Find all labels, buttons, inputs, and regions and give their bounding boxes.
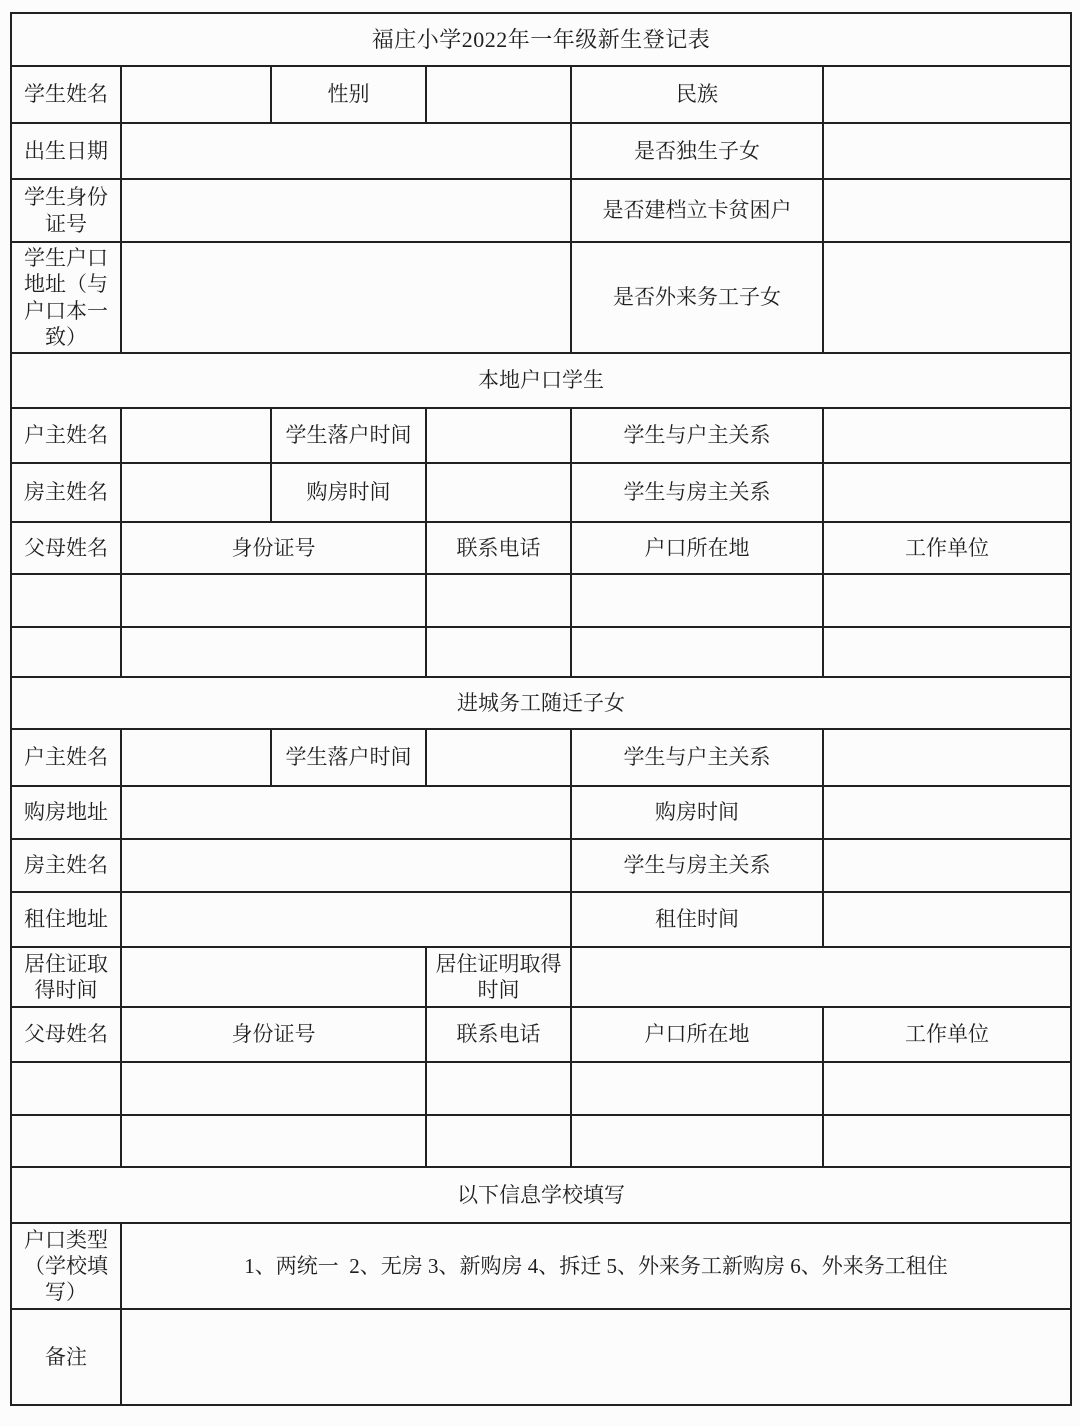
field-migrant-parent2-work (823, 1115, 1071, 1167)
form-title: 福庄小学2022年一年级新生登记表 (11, 13, 1071, 66)
field-migrant-parent1-work (823, 1062, 1071, 1115)
field-migrant-parent2-name (11, 1115, 121, 1167)
section-header-local: 本地户口学生 (11, 353, 1071, 408)
label-local-householder-relation: 学生与户主关系 (571, 408, 823, 463)
field-ethnicity (823, 66, 1071, 123)
header-local-parent-work: 工作单位 (823, 522, 1071, 574)
field-residence-permit-time (121, 947, 426, 1007)
field-residence-proof-time (571, 947, 1071, 1007)
label-migrant-settle-time: 学生落户时间 (271, 729, 426, 786)
field-local-parent1-id (121, 574, 426, 627)
field-student-name (121, 66, 271, 123)
label-purchase-address: 购房地址 (11, 786, 121, 839)
header-migrant-parent-phone: 联系电话 (426, 1007, 571, 1062)
label-only-child: 是否独生子女 (571, 123, 823, 179)
field-local-householder-name (121, 408, 271, 463)
label-local-homeowner-name: 房主姓名 (11, 463, 121, 522)
header-local-parent-id: 身份证号 (121, 522, 426, 574)
label-migrant-householder-name: 户主姓名 (11, 729, 121, 786)
field-hukou-address (121, 242, 571, 353)
field-local-homeowner-name (121, 463, 271, 522)
field-poverty-household (823, 179, 1071, 242)
field-migrant-homeowner-name (121, 839, 571, 892)
field-local-parent2-name (11, 627, 121, 677)
field-gender (426, 66, 571, 123)
label-hukou-address: 学生户口地址（与户口本一致） (11, 242, 121, 353)
label-gender: 性别 (271, 66, 426, 123)
field-migrant-parent1-hukou (571, 1062, 823, 1115)
field-local-parent2-work (823, 627, 1071, 677)
field-migrant-householder-name (121, 729, 271, 786)
field-migrant-worker-child (823, 242, 1071, 353)
label-poverty-household: 是否建档立卡贫困户 (571, 179, 823, 242)
field-local-parent1-hukou (571, 574, 823, 627)
header-migrant-parent-name: 父母姓名 (11, 1007, 121, 1062)
label-migrant-householder-relation: 学生与户主关系 (571, 729, 823, 786)
field-local-settle-time (426, 408, 571, 463)
field-rent-address (121, 892, 571, 947)
field-migrant-purchase-time (823, 786, 1071, 839)
label-migrant-homeowner-name: 房主姓名 (11, 839, 121, 892)
field-purchase-address (121, 786, 571, 839)
registration-form-table (10, 12, 1072, 1406)
label-birth-date: 出生日期 (11, 123, 121, 179)
header-local-parent-phone: 联系电话 (426, 522, 571, 574)
field-local-parent1-work (823, 574, 1071, 627)
field-migrant-settle-time (426, 729, 571, 786)
label-migrant-worker-child: 是否外来务工子女 (571, 242, 823, 353)
field-rent-time (823, 892, 1071, 947)
section-header-migrant: 进城务工随迁子女 (11, 677, 1071, 729)
label-rent-address: 租住地址 (11, 892, 121, 947)
section-header-school: 以下信息学校填写 (11, 1167, 1071, 1223)
field-local-homeowner-relation (823, 463, 1071, 522)
field-migrant-parent1-name (11, 1062, 121, 1115)
field-migrant-homeowner-relation (823, 839, 1071, 892)
label-local-settle-time: 学生落户时间 (271, 408, 426, 463)
label-rent-time: 租住时间 (571, 892, 823, 947)
field-local-householder-relation (823, 408, 1071, 463)
label-migrant-homeowner-relation: 学生与房主关系 (571, 839, 823, 892)
hukou-type-options: 1、两统一 2、无房 3、新购房 4、拆迁 5、外来务工新购房 6、外来务工租住 (121, 1223, 1071, 1309)
field-only-child (823, 123, 1071, 179)
field-remarks (121, 1309, 1071, 1405)
label-residence-permit-time: 居住证取得时间 (11, 947, 121, 1007)
header-migrant-parent-work: 工作单位 (823, 1007, 1071, 1062)
label-local-homeowner-relation: 学生与房主关系 (571, 463, 823, 522)
label-local-purchase-time: 购房时间 (271, 463, 426, 522)
field-migrant-parent2-hukou (571, 1115, 823, 1167)
label-student-name: 学生姓名 (11, 66, 121, 123)
field-birth-date (121, 123, 571, 179)
field-local-parent2-phone (426, 627, 571, 677)
label-remarks: 备注 (11, 1309, 121, 1405)
field-migrant-parent1-phone (426, 1062, 571, 1115)
label-hukou-type: 户口类型（学校填写） (11, 1223, 121, 1309)
field-local-parent1-phone (426, 574, 571, 627)
label-ethnicity: 民族 (571, 66, 823, 123)
header-local-parent-hukou: 户口所在地 (571, 522, 823, 574)
label-residence-proof-time: 居住证明取得时间 (426, 947, 571, 1007)
field-local-parent2-id (121, 627, 426, 677)
header-migrant-parent-id: 身份证号 (121, 1007, 426, 1062)
field-migrant-householder-relation (823, 729, 1071, 786)
label-student-id: 学生身份证号 (11, 179, 121, 242)
field-migrant-parent2-id (121, 1115, 426, 1167)
field-migrant-parent2-phone (426, 1115, 571, 1167)
label-local-householder-name: 户主姓名 (11, 408, 121, 463)
field-local-purchase-time (426, 463, 571, 522)
field-student-id (121, 179, 571, 242)
field-migrant-parent1-id (121, 1062, 426, 1115)
header-local-parent-name: 父母姓名 (11, 522, 121, 574)
field-local-parent2-hukou (571, 627, 823, 677)
header-migrant-parent-hukou: 户口所在地 (571, 1007, 823, 1062)
label-migrant-purchase-time: 购房时间 (571, 786, 823, 839)
field-local-parent1-name (11, 574, 121, 627)
